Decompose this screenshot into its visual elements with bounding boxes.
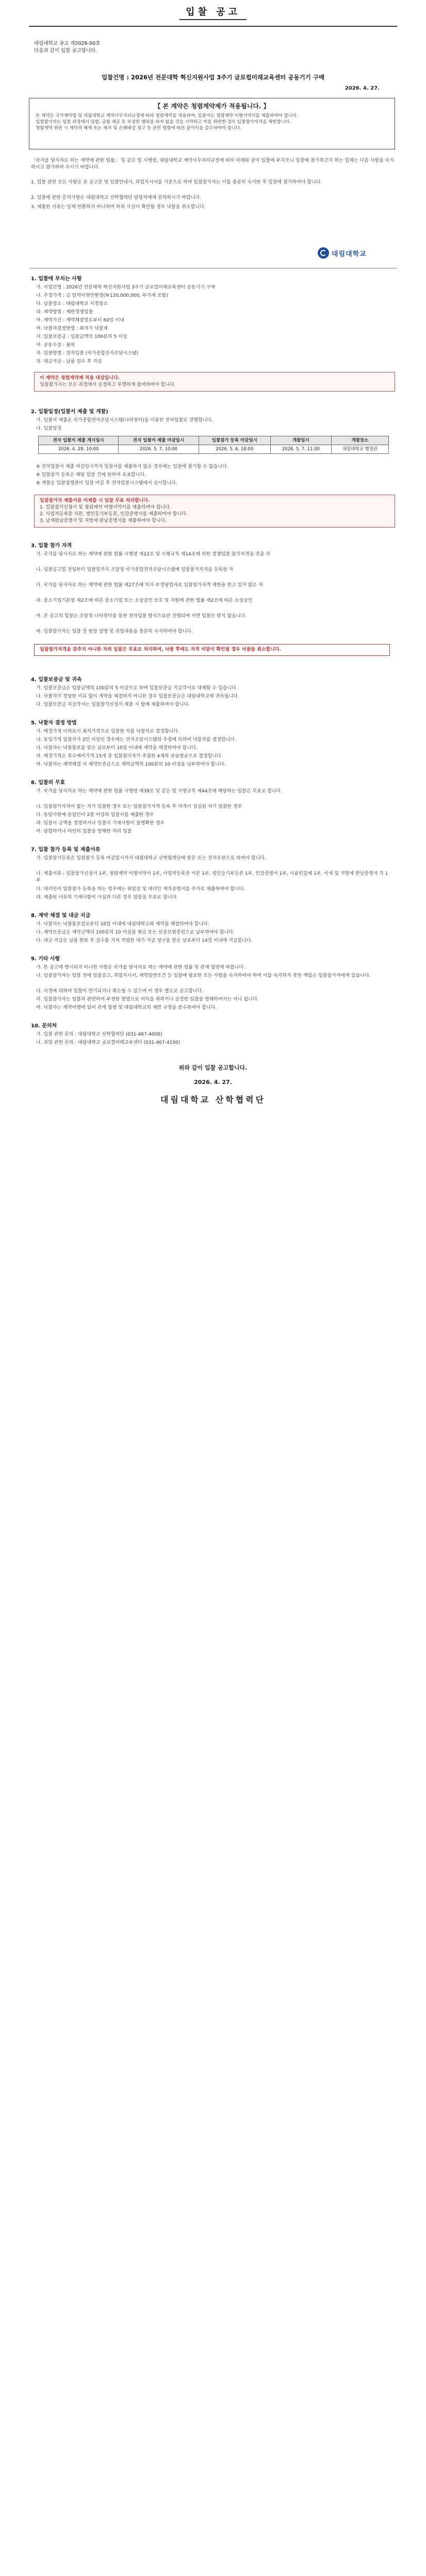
section-item: 가. 입찰 관련 문의 : 대림대학교 산학협력단 (031-467-4000) — [36, 1032, 162, 1037]
section-item: 사. 입찰보증금 : 입찰금액의 100분의 5 이상 — [36, 334, 127, 340]
callout-title: 입찰참가자 제출서류 미제출 시 입찰 무효 처리합니다. — [40, 498, 150, 503]
footer-date: 2026. 4. 27. — [194, 1079, 232, 1086]
warning-text: 입찰참가자격을 갖추지 아니한 자의 입찰은 무효로 처리하며, 낙찰 후에도 자격 미달이 확인될 경우 낙찰을 취소합니다. — [40, 647, 282, 652]
section-item: 라. 제출된 서류의 기재사항이 사실과 다른 경우 입찰을 무효로 합니다. — [36, 895, 178, 900]
divider — [29, 26, 397, 27]
intro-paragraph: 2. 입찰에 관한 문의사항은 대림대학교 산학협력단 담당자에게 문의하시기 바랍니다. — [31, 195, 201, 200]
section-item: 나. 입찰참가자는 입찰 전에 입찰공고, 과업지시서, 계약일반조건 등 입찰에 필요한 모든 사항을 숙지하여야 하며 이를 숙지하지 못한 책임은 입찰참가자에게 있습니다. — [36, 973, 371, 978]
section-item: 가. 입찰참가등록은 입찰참가 등록 마감일시까지 대림대학교 산학협력단에 방문 또는 전자우편으로 하여야 합니다. — [36, 856, 266, 861]
table-header: 개찰장소 — [331, 436, 388, 445]
section-item: 가. 국가를 당사자로 하는 계약에 관한 법률 시행령 제39조 및 같은 법 시행규칙 제44조에 해당하는 입찰은 무효로 합니다. — [36, 789, 283, 794]
section-item: 가. 예정가격 이하로서 최저가격으로 입찰한 자를 낙찰자로 결정합니다. — [36, 729, 179, 734]
notice-line: 본 계약은 국가계약법 및 대림대학교 계약사무처리규정에 따라 청렴계약을 적용하며, 입찰자는 청렴계약 이행서약서를 제출하여야 합니다. — [36, 113, 298, 118]
section-item: 마. 낙찰자는 계약이행에 있어 관계 법령 및 대림대학교의 제반 규정을 준수하여야 합니다. — [36, 1005, 217, 1010]
section-item: 나. 동일가격 입찰자가 2인 이상인 경우에는 전자조달시스템의 추첨에 의하여 낙찰자를 결정합니다. — [36, 737, 236, 742]
section-item: 나. 입찰참가자격이 없는 자가 입찰한 경우 또는 입찰참가자격 등록 후 자격이 상실된 자가 입찰한 경우 — [36, 804, 242, 809]
table-cell: 2026. 5. 7. 10:00 — [119, 445, 199, 454]
notice-line: 입찰참가자는 입찰 과정에서 담합, 금품 제공 등 부정한 행위를 하지 않을 것을 서약하고 이를 위반한 경우 입찰참가자격을 제한합니다. — [36, 120, 291, 125]
section-item: 다. 입찰보증금 지급각서는 입찰참가신청서 제출 시 함께 제출하여야 합니다. — [36, 702, 190, 707]
section-item: 나. 제출서류 : 입찰참가신청서 1부, 청렴계약 이행서약서 1부, 사업자등록증 사본 1부, 법인등기부등본 1부, 인감증명서 1부, 사용인감계 1부, 국세 및 지방세 완납증명서 각 1부 — [36, 871, 388, 883]
logo-text: 대림대학교 — [332, 250, 367, 258]
section-item: 라. 중소기업기본법 제2조에 따른 중소기업 또는 소상공인 보호 및 지원에 관한 법률 제2조에 따른 소상공인 — [36, 598, 253, 603]
section-heading: 8. 계약 체결 및 대금 지급 — [31, 913, 91, 919]
section-item: 라. 입찰참가자는 입찰과 관련하여 부정한 방법으로 이익을 취하거나 공정한 입찰을 방해하여서는 아니 됩니다. — [36, 997, 259, 1002]
section-heading: 3. 입찰 참가 자격 — [31, 543, 72, 549]
callout-text: 입찰참가자는 모든 과정에서 공정하고 투명하게 참여하여야 합니다. — [40, 382, 176, 387]
section-item: 가. 입찰서 제출은 국가종합전자조달시스템(나라장터)을 이용한 전자입찰로 진행합니다. — [36, 418, 213, 423]
intro-paragraph: 3. 제출된 서류는 일체 반환하지 아니하며 허위 사실이 확인될 경우 낙찰을 취소합니다. — [31, 205, 206, 210]
section-item: 라. 예정가격은 복수예비가격 15개 중 입찰참가자가 추첨한 4개의 산술평균으로 결정합니다. — [36, 754, 223, 759]
section-item: 자. 입찰방법 : 전자입찰 (국가종합전자조달시스템) — [36, 351, 139, 356]
table-header: 전자 입찰서 제출 마감일시 — [119, 436, 199, 445]
section-item: 가. 본 공고에 명시되지 아니한 사항은 국가를 당사자로 하는 계약에 관한 법률 및 관계 법령에 따릅니다. — [36, 965, 245, 970]
section-heading: 1. 입찰에 부치는 사항 — [31, 276, 82, 282]
section-heading: 6. 입찰의 무효 — [31, 780, 65, 786]
section-item: 마. 계약기간 : 계약체결일로부터 60일 이내 — [36, 318, 124, 323]
callout-title: 이 계약은 청렴계약제 적용 대상입니다. — [40, 376, 120, 381]
table-row — [39, 445, 389, 454]
table-header: 개찰일시 — [270, 436, 331, 445]
section-item: 가. 국가를 당사자로 하는 계약에 관한 법률 시행령 제12조 및 시행규칙 제14조에 의한 경쟁입찰 참가자격을 갖춘 자 — [36, 552, 271, 557]
university-logo — [318, 247, 367, 259]
table-header: 전자 입찰서 제출 개시일시 — [39, 436, 119, 445]
section-item: 마. 담합하거나 타인의 입찰을 방해한 자의 입찰 — [36, 829, 132, 834]
section-item: 마. 본 공고의 입찰은 조달청 나라장터를 통한 전자입찰 방식으로만 진행되며 서면 입찰은 받지 않습니다. — [36, 614, 247, 619]
section-item: 가. 입찰보증금은 입찰금액의 100분의 5 이상으로 하며 입찰보증금 지급각서로 대체할 수 있습니다. — [36, 686, 238, 691]
section-item: 다. 동일사항에 동일인이 2통 이상의 입찰서를 제출한 경우 — [36, 812, 154, 818]
section-item: 나. 입찰공고일 전일부터 입찰일까지 조달청 국가종합전자조달시스템에 입찰참가자격을 등록한 자 — [36, 567, 234, 572]
meta-block — [34, 40, 100, 55]
section-item: 나. 낙찰자가 정당한 이유 없이 계약을 체결하지 아니한 경우 입찰보증금은 대림대학교에 귀속됩니다. — [36, 694, 239, 699]
integrity-callout — [34, 372, 395, 392]
section-item: 나. 과업 관련 문의 : 대림대학교 글로컬미래교육센터 (031-467-4100) — [36, 1040, 181, 1045]
section-item: 다. 대금 지급은 납품 완료 후 검수를 거쳐 적법한 대가 지급 청구를 받은 날로부터 14일 이내에 지급합니다. — [36, 938, 253, 943]
section-item: 나. 입찰일정 — [36, 426, 62, 431]
notice-line: 청렴계약 위반 시 계약의 해제 또는 해지 및 손해배상 청구 등 관련 법령에 따른 불이익을 감수하여야 합니다. — [36, 126, 242, 131]
schedule-table — [38, 436, 389, 454]
closing-statement: 위와 같이 입찰 공고합니다. — [178, 1064, 248, 1071]
table-cell: 2026. 5. 6. 18:00 — [199, 445, 270, 454]
section-heading: 9. 기타 사항 — [31, 956, 60, 962]
notice-title: 【 본 계약은 청렴계약제가 적용됩니다. 】 — [154, 103, 270, 110]
announcement-date: 2026. 4. 27. — [345, 86, 380, 91]
section-item: 마. 낙찰자는 계약체결 시 계약보증금으로 계약금액의 100분의 10 이상을 납부하여야 합니다. — [36, 762, 226, 767]
section-item: 나. 계약보증금은 계약금액의 100분의 10 이상을 현금 또는 보증보험증권으로 납부하여야 합니다. — [36, 930, 235, 935]
documents-callout — [34, 495, 395, 528]
section-item: 라. 입찰서 금액을 정정하거나 입찰서 기재사항이 불명확한 경우 — [36, 821, 165, 826]
section-item: 바. 낙찰자결정방법 : 최저가 낙찰제 — [36, 326, 108, 331]
logo-mark-icon — [318, 247, 329, 259]
table-cell: 2026. 5. 7. 11:00 — [270, 445, 331, 454]
table-cell: 2026. 4. 28. 10:00 — [39, 445, 119, 454]
section-heading: 4. 입찰보증금 및 귀속 — [31, 677, 82, 683]
table-cell: 대림대학교 행정관 — [331, 445, 388, 454]
section-item: 바. 입찰참가자는 입찰 전 현장 설명 및 과업내용을 충분히 숙지하여야 합니다. — [36, 629, 193, 634]
section-note: ※ 전자입찰서 제출 마감일시까지 입찰서를 제출하지 않은 경우에는 입찰에 참가할 수 없습니다. — [36, 464, 228, 469]
callout-line: 1. 입찰참가신청서 및 청렴계약 이행서약서를 제출하여야 합니다. — [40, 505, 171, 510]
section-item: 다. 대리인이 입찰참가 등록을 하는 경우에는 위임장 및 대리인 재직증명서를 추가로 제출하여야 합니다. — [36, 887, 245, 892]
section-heading: 10. 문의처 — [31, 1023, 57, 1029]
section-item: 라. 계약방법 : 제한경쟁입찰 — [36, 310, 93, 315]
table-header: 입찰참가 등록 마감일시 — [199, 436, 270, 445]
issuing-organization: 대림대학교 산학협력단 — [160, 1095, 266, 1105]
callout-line: 2. 사업자등록증 사본, 법인등기부등본, 인감증명서를 제출하여야 합니다. — [40, 512, 188, 517]
table-header-row — [39, 436, 389, 445]
meta-line-1: 대림대학교 공고 제2026-00호 — [34, 41, 101, 46]
section-note: ※ 개찰은 입찰집행관이 입찰 마감 후 전자입찰시스템에서 실시합니다. — [36, 481, 177, 486]
section-item: 다. 사정에 의하여 입찰이 연기되거나 취소될 수 있으며 이 경우 별도로 공고합니다. — [36, 989, 204, 994]
section-heading: 5. 낙찰자 결정 방법 — [31, 720, 77, 726]
section-note: ※ 입찰참가 등록은 해당 입찰 건에 한하여 유효합니다. — [36, 472, 146, 478]
section-heading: 7. 입찰 참가 등록 및 제출서류 — [31, 847, 101, 853]
section-heading: 2. 입찰일정(입찰서 제출 및 개찰) — [31, 409, 108, 415]
section-item: 다. 국가를 당사자로 하는 계약에 관한 법률 제27조에 의거 부정당업자로 입찰참가자격 제한을 받고 있지 않은 자 — [36, 583, 263, 588]
title-bar — [0, 5, 426, 20]
callout-line: 3. 납세완납증명서 및 지방세 완납증명서를 제출하여야 합니다. — [40, 518, 167, 523]
section-item: 아. 공동수급 : 불허 — [36, 343, 75, 348]
integrity-notice-box — [29, 98, 395, 149]
section-item: 차. 대금지급 : 납품 검수 후 지급 — [36, 359, 102, 364]
announcement-headline: 입찰건명 : 2026년 전문대학 혁신지원사업 3주기 글로컬미래교육센터 공동기기 구매 — [101, 74, 325, 81]
intro-paragraph: 1. 입찰 관련 모든 사항은 본 공고문 및 입찰안내서, 과업지시서를 기준으로 하며 입찰참가자는 이를 충분히 숙지한 후 입찰에 참가하여야 합니다. — [31, 180, 322, 185]
eligibility-warning-box — [34, 644, 390, 656]
section-item: 다. 낙찰자는 낙찰통보를 받은 날로부터 10일 이내에 계약을 체결하여야 합니다. — [36, 745, 198, 751]
intro-paragraph: 「국가를 당사자로 하는 계약에 관한 법률」 및 같은 법 시행령, 대림대학교 계약사무처리규정에 따라 아래와 같이 입찰에 부치오니 입찰에 참가하고자 하는 업체는 다음 사항을 숙지하시고 참가하여 주시기 바랍니다. — [31, 158, 394, 170]
page-title: 입찰 공고 — [179, 5, 247, 20]
section-item: 가. 사업건명 : 2026년 전문대학 혁신지원사업 3주기 글로컬미래교육센터 공동기기 구매 — [36, 285, 216, 290]
section-item: 나. 추정가격 : 금 일억이천만원정(￦120,000,000, 부가세 포함) — [36, 293, 168, 298]
meta-line-2: 다음과 같이 입찰 공고합니다. — [34, 48, 97, 54]
section-item: 가. 낙찰자는 낙찰통보일로부터 10일 이내에 대림대학교와 계약을 체결하여야 합니다. — [36, 922, 209, 927]
section-item: 다. 납품장소 : 대림대학교 지정장소 — [36, 301, 108, 307]
